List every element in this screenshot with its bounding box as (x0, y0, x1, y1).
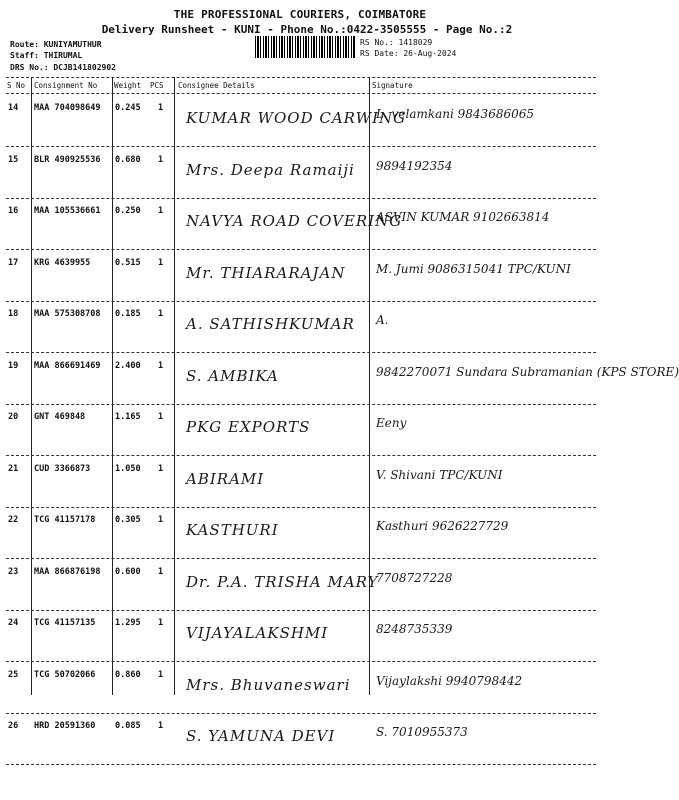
table-header-border (6, 93, 596, 94)
row-pcs: 1 (158, 206, 164, 216)
table-row (6, 610, 596, 662)
row-pcs: 1 (158, 154, 164, 165)
col-header-signature: Signature (372, 81, 413, 90)
row-pcs: 1 (158, 103, 164, 113)
row-signature: M. Jumi 9086315041 TPC/KUNI (376, 261, 571, 276)
row-sno: 23 (8, 566, 19, 577)
row-pcs: 1 (158, 257, 164, 268)
row-weight: 0.245 (115, 103, 141, 113)
row-weight: 2.400 (115, 360, 141, 371)
barcode (255, 36, 355, 58)
row-sno: 19 (8, 360, 19, 371)
row-consignment-no: MAA 866691469 (34, 360, 101, 371)
table-row (6, 507, 596, 559)
row-weight: 0.085 (115, 721, 141, 731)
col-header-sno: S No (7, 81, 26, 90)
row-weight: 0.305 (115, 515, 141, 525)
table-row (6, 559, 596, 611)
row-sno: 16 (8, 206, 19, 216)
row-signature: Kasthuri 9626227729 (376, 519, 509, 533)
row-sno: 25 (8, 669, 19, 680)
row-weight: 1.295 (115, 618, 141, 628)
row-sno: 20 (8, 412, 19, 422)
row-consignee: Mr. THIARARAJAN (186, 263, 346, 282)
col-header-consignment: Consignment No (34, 81, 98, 90)
row-sno: 15 (8, 154, 19, 165)
row-consignment-no: HRD 20591360 (34, 721, 96, 731)
rs-date: RS Date: 26-Aug-2024 (360, 49, 457, 58)
row-consignee: A. SATHISHKUMAR (186, 315, 355, 333)
row-weight: 0.600 (115, 566, 141, 577)
row-consignment-no: MAA 105536661 (34, 206, 101, 216)
row-weight: 1.050 (115, 463, 141, 474)
row-consignee: VIJAYALAKSHMI (186, 624, 329, 642)
row-signature: 8248735339 (376, 622, 453, 636)
row-consignee: NAVYA ROAD COVERING (186, 212, 403, 230)
staff-label: Staff: THIRUMAL (10, 51, 83, 60)
table-row (6, 456, 596, 508)
row-pcs: 1 (158, 721, 164, 731)
table-row (6, 662, 596, 714)
row-weight: 1.165 (115, 412, 141, 422)
row-consignment-no: MAA 866876198 (34, 566, 101, 577)
row-consignee: KUMAR WOOD CARWING (186, 109, 407, 127)
row-consignment-no: KRG 4639955 (34, 257, 91, 268)
row-consignee: Dr. P.A. TRISHA MARY (186, 572, 379, 591)
table-row (6, 301, 596, 353)
col-header-pcs: PCS (150, 81, 164, 90)
row-sno: 17 (8, 257, 19, 268)
table-top-border (6, 77, 596, 78)
row-consignee: S. AMBIKA (186, 366, 279, 385)
row-consignee: S. YAMUNA DEVI (186, 727, 336, 745)
table-row (6, 147, 596, 199)
table-row (6, 404, 596, 456)
row-sno: 22 (8, 515, 19, 525)
row-divider (6, 764, 596, 765)
row-sno: 18 (8, 309, 19, 319)
table-row (6, 250, 596, 302)
rs-number: RS No.: 1418029 (360, 38, 433, 47)
row-signature: S. 7010955373 (376, 725, 468, 739)
row-pcs: 1 (158, 360, 164, 371)
row-consignee: PKG EXPORTS (186, 418, 311, 436)
row-consignee: Mrs. Bhuvaneswari (186, 675, 351, 694)
row-pcs: 1 (158, 515, 164, 525)
runsheet-subtitle: Delivery Runsheet - KUNI - Phone No.:0422-3505555 - Page No.:2 (101, 23, 513, 36)
drs-number: DRS No.: DCJB141802902 (10, 63, 116, 72)
row-weight: 0.185 (115, 309, 141, 319)
table-row (6, 95, 596, 147)
row-pcs: 1 (158, 669, 164, 680)
row-signature: 9894192354 (376, 158, 453, 173)
route-label: Route: KUNIYAMUTHUR (10, 40, 102, 49)
row-consignment-no: MAA 575308708 (34, 309, 101, 319)
row-pcs: 1 (158, 463, 164, 474)
row-consignee: ABIRAMI (186, 469, 265, 488)
row-sno: 26 (8, 721, 19, 731)
row-signature: A. (376, 313, 389, 327)
row-consignment-no: TCG 41157178 (34, 515, 96, 525)
runsheet-title: THE PROFESSIONAL COURIERS, COIMBATORE (173, 8, 427, 21)
row-consignment-no: BLR 490925536 (34, 154, 101, 165)
row-signature: V. Shivani TPC/KUNI (376, 467, 503, 482)
row-sno: 14 (8, 103, 19, 113)
row-consignee: Mrs. Deepa Ramaiji (186, 160, 355, 179)
row-consignment-no: MAA 704098649 (34, 103, 101, 113)
row-pcs: 1 (158, 309, 164, 319)
row-signature: L. velamkani 9843686065 (376, 107, 535, 121)
row-weight: 0.250 (115, 206, 141, 216)
col-header-weight: Weight (114, 81, 142, 90)
table-row (6, 353, 679, 405)
row-signature: ASVIN KUMAR 9102663814 (376, 210, 550, 224)
row-signature: 7708727228 (376, 570, 453, 585)
row-pcs: 1 (158, 618, 164, 628)
row-consignee: KASTHURI (186, 521, 279, 539)
table-row (6, 713, 596, 765)
table-row (6, 198, 596, 250)
row-signature: 9842270071 Sundara Subramanian (KPS STORE) (376, 364, 679, 379)
row-weight: 0.860 (115, 669, 141, 680)
row-pcs: 1 (158, 566, 164, 577)
row-consignment-no: CUD 3366873 (34, 463, 91, 474)
row-consignment-no: TCG 41157135 (34, 618, 96, 628)
row-weight: 0.680 (115, 154, 141, 165)
row-sno: 24 (8, 618, 19, 628)
row-pcs: 1 (158, 412, 164, 422)
row-consignment-no: TCG 50702066 (34, 669, 96, 680)
col-header-consignee: Consignee Details (178, 81, 255, 90)
row-sno: 21 (8, 463, 19, 474)
row-signature: Vijaylakshi 9940798442 (376, 673, 523, 688)
row-signature: Eeny (376, 416, 407, 430)
row-weight: 0.515 (115, 257, 141, 268)
row-consignment-no: GNT 469848 (34, 412, 86, 422)
